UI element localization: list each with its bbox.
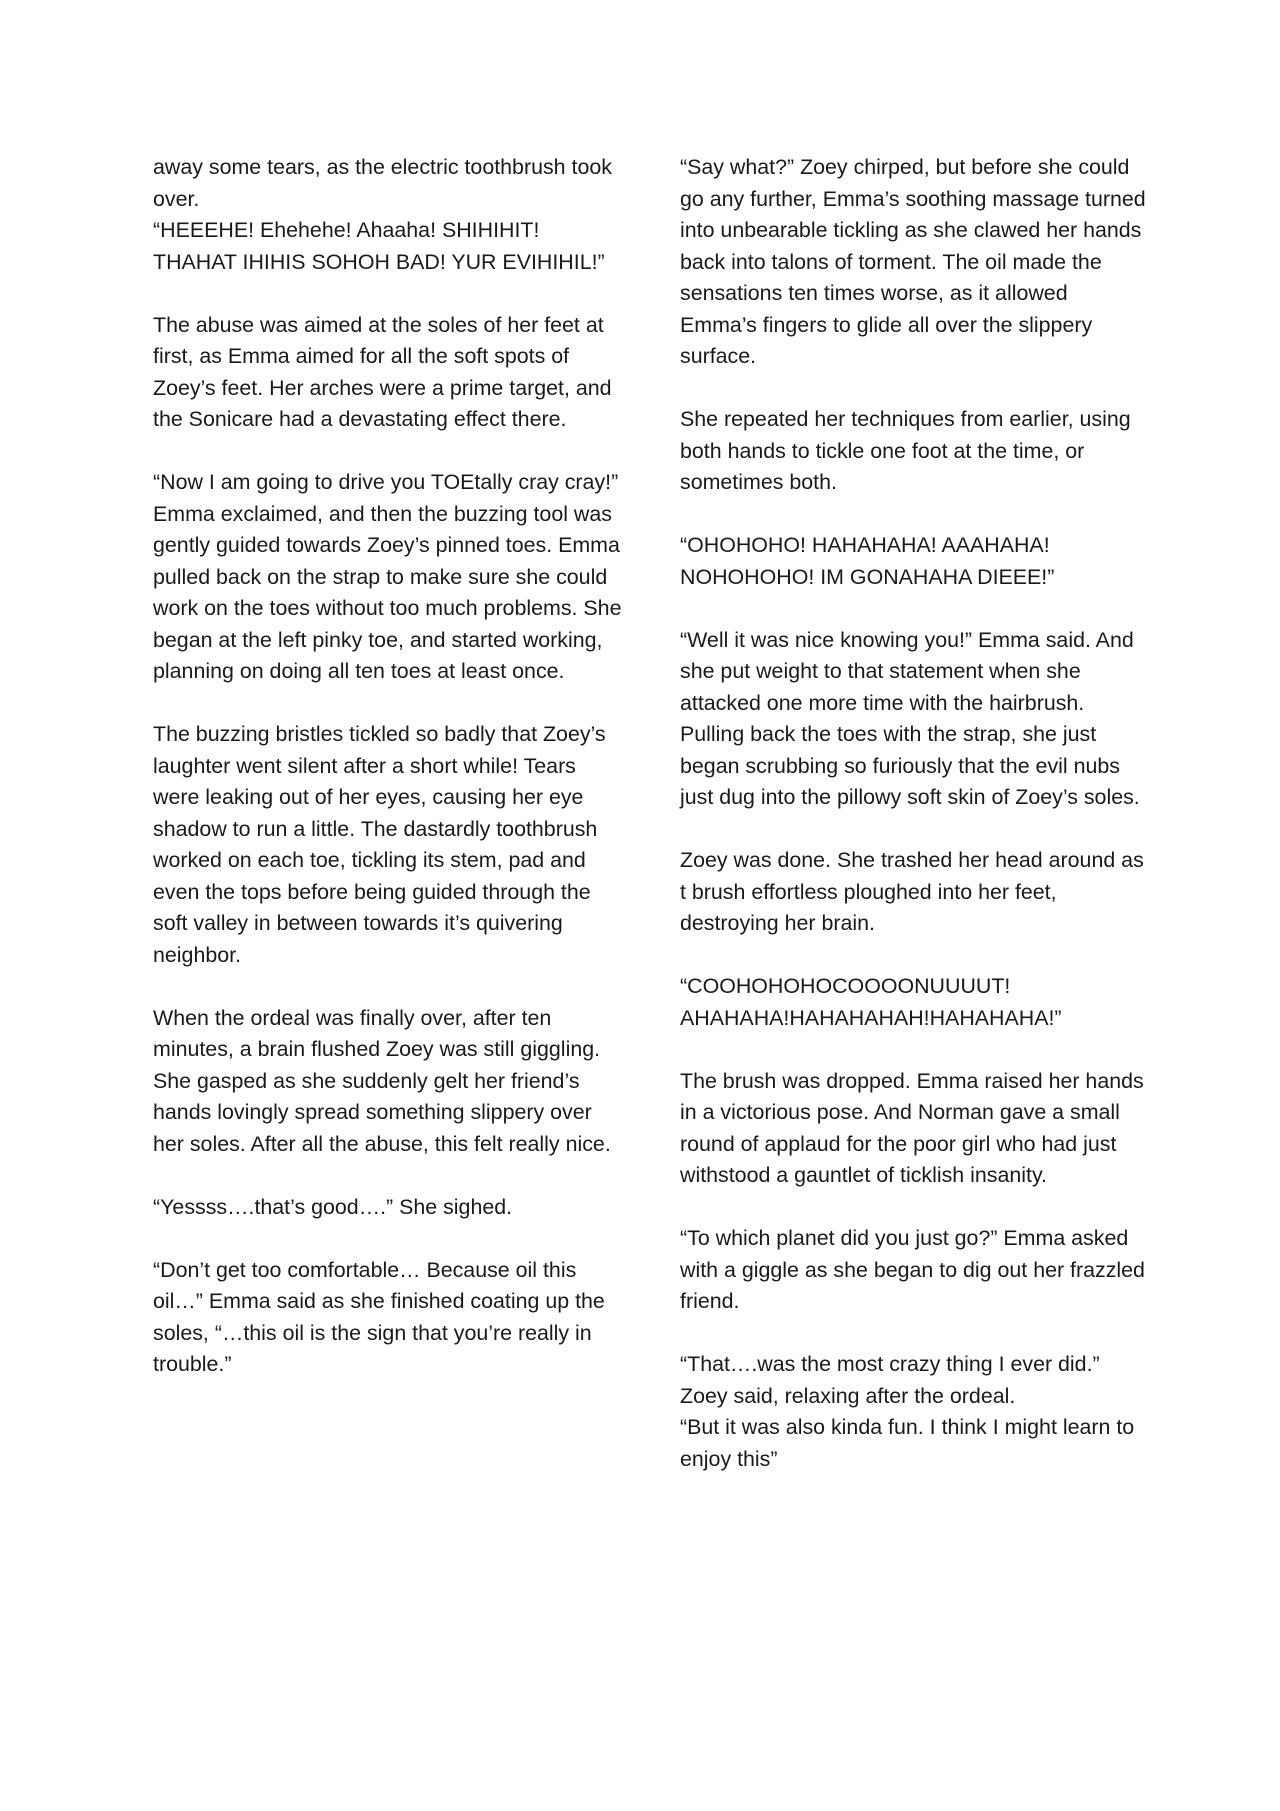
paragraph: The abuse was aimed at the soles of her feet at first, as Emma aimed for all the soft spots of Zoey’s feet. Her arches were a prime target, and the Sonicare had a devastating effect there. (153, 312, 612, 431)
paragraph: “Say what?” Zoey chirped, but before she could go any further, Emma’s soothing massage turned into unbearable tickling as she clawed her hands back into talons of torment. The oil made the sensations ten times worse, as it allowed Emma’s fingers to glide all over the slippery surface. (680, 155, 1146, 368)
paragraph: She repeated her techniques from earlier, using both hands to tickle one foot at the time, or sometimes both. (680, 407, 1131, 494)
paragraph: “Now I am going to drive you TOEtally cray cray!” Emma exclaimed, and then the buzzing tool was gently guided towards Zoey’s pinned toes. Emma pulled back on the strap to make sure she could work on the toes without too much problems. She began at the left pinky toe, and started working, planning on doing all ten toes at least once. (153, 470, 622, 683)
paragraph: “But it was also kinda fun. I think I might learn to enjoy this” (680, 1415, 1135, 1471)
paragraph: “Don’t get too comfortable… Because oil this oil…” Emma said as she finished coating up the soles, “…this oil is the sign that you’re really in trouble.” (153, 1257, 605, 1376)
right-text-column (680, 152, 1150, 1507)
paragraph: away some tears, as the electric toothbrush took over. (153, 155, 612, 211)
paragraph: “Yessss….that’s good….” She sighed. (153, 1194, 513, 1219)
paragraph: The brush was dropped. Emma raised her hands in a victorious pose. And Norman gave a small round of applaud for the poor girl who had just withstood a gauntlet of ticklish insanity. (680, 1068, 1144, 1187)
paragraph: “COOHOHOHOCOOOONUUUUT! AHAHAHA!HAHAHAHAH!HAHAHAHA!” (680, 974, 1062, 1030)
paragraph: When the ordeal was finally over, after ten minutes, a brain flushed Zoey was still giggling. She gasped as she suddenly gelt her friend’s hands lovingly spread something slippery over her soles. After all the abuse, this felt really nice. (153, 1005, 611, 1156)
paragraph: The buzzing bristles tickled so badly that Zoey’s laughter went silent after a short while! Tears were leaking out of her eyes, causing her eye shadow to run a little. The dastardly toothbrush worked on each toe, tickling its stem, pad and even the tops before being guided through the soft valley in between towards it’s quivering neighbor. (153, 722, 606, 967)
left-text-column (153, 152, 623, 1412)
paragraph: “That….was the most crazy thing I ever did.” Zoey said, relaxing after the ordeal. (680, 1352, 1100, 1408)
paragraph: Zoey was done. She trashed her head around as t brush effortless ploughed into her feet, destroying her brain. (680, 848, 1144, 935)
paragraph: “Well it was nice knowing you!” Emma said. And she put weight to that statement when she attacked one more time with the hairbrush. Pulling back the toes with the strap, she just began scrubbing so furiously that the evil nubs just dug into the pillowy soft skin of Zoey’s soles. (680, 627, 1140, 809)
paragraph: “HEEEHE! Ehehehe! Ahaaha! SHIHIHIT! THAHAT IHIHIS SOHOH BAD! YUR EVIHIHIL!” (153, 218, 605, 274)
paragraph: “To which planet did you just go?” Emma asked with a giggle as she began to dig out her frazzled friend. (680, 1226, 1145, 1313)
paragraph: “OHOHOHO! HAHAHAHA! AAAHAHA! NOHOHOHO! IM GONAHAHA DIEEE!” (680, 533, 1055, 589)
